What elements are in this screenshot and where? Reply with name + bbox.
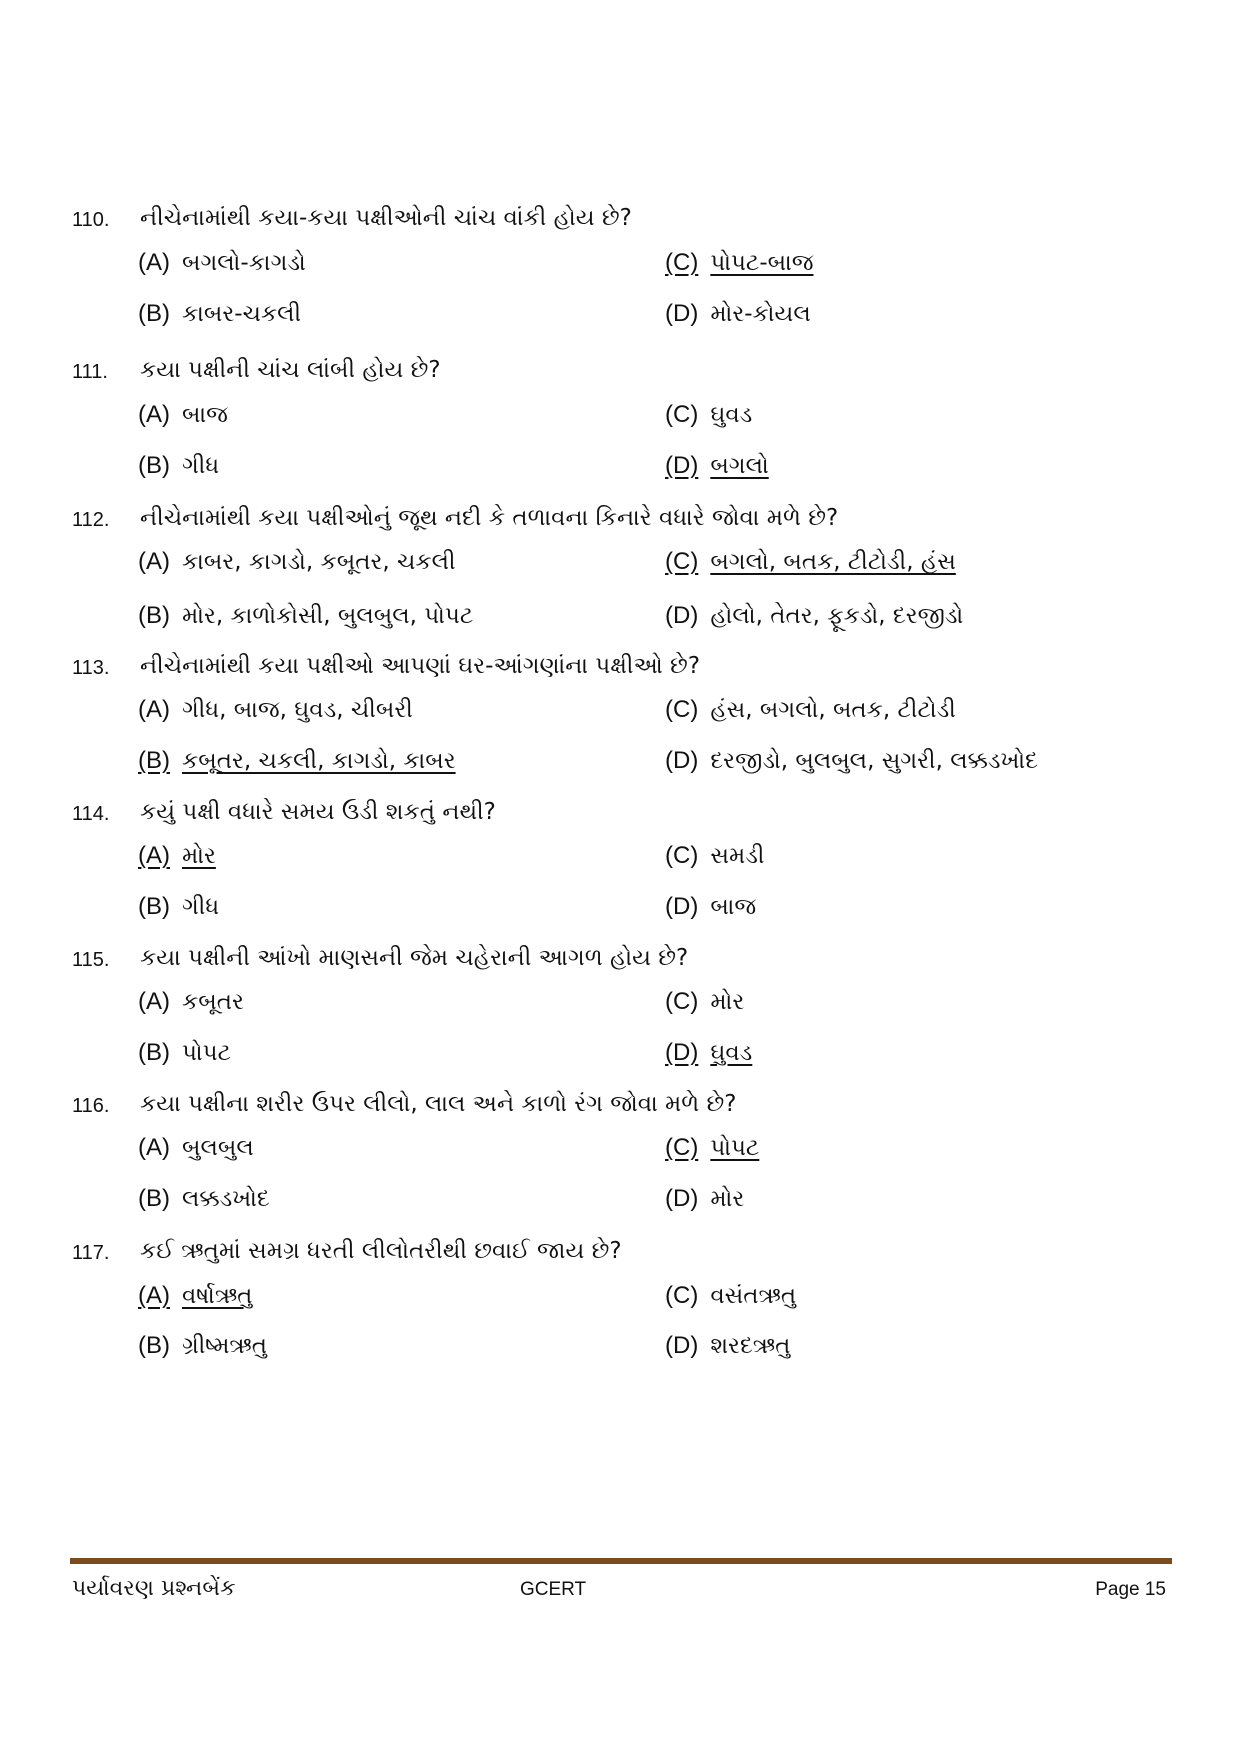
option-a xyxy=(138,1280,252,1312)
option-text: મોર, કાળોકોસી, બુલબુલ, પોપટ xyxy=(182,603,474,629)
question-number: 111. xyxy=(72,361,108,383)
option-b xyxy=(138,1037,231,1069)
option-c xyxy=(665,694,956,726)
option-text: ગીધ xyxy=(182,453,220,479)
option-a xyxy=(138,247,306,279)
option-label: (C) xyxy=(665,1282,699,1309)
option-d xyxy=(665,298,811,330)
option-d xyxy=(665,891,756,923)
option-text: ગીધ xyxy=(182,894,220,920)
option-label: (D) xyxy=(665,1039,699,1066)
option-label: (A) xyxy=(138,1282,170,1309)
footer-subject-title: પર્યાવરણ પ્રશ્નબેંક xyxy=(72,1576,236,1601)
option-text: વર્ષાઋતુ xyxy=(182,1283,253,1309)
option-label: (A) xyxy=(138,401,170,428)
option-label: (D) xyxy=(665,1185,699,1212)
option-c xyxy=(665,840,764,872)
option-text: મોર-કોયલ xyxy=(710,301,811,327)
option-text: વસંતઋતુ xyxy=(710,1283,797,1309)
option-a xyxy=(138,694,413,726)
option-text: બાજ xyxy=(182,402,228,428)
option-text: કબૂતર, ચકલી, કાગડો, કાબર xyxy=(182,748,456,774)
option-a xyxy=(138,840,216,872)
question-text: કયા પક્ષીની આંખો માણસની જેમ ચહેરાની આગળ હોય છે? xyxy=(140,945,689,971)
option-label: (A) xyxy=(138,988,170,1015)
question-text: કયા પક્ષીના શરીર ઉપર લીલો, લાલ અને કાળો રંગ જોવા મળે છે? xyxy=(140,1091,737,1117)
option-label: (C) xyxy=(665,1134,699,1161)
question-text: નીચેનામાંથી કયા-કયા પક્ષીઓની ચાંચ વાંકી હોય છે? xyxy=(140,205,632,231)
option-text: પોપટ-બાજ xyxy=(710,250,814,276)
option-text: ગીધ, બાજ, ઘુવડ, ચીબરી xyxy=(182,697,413,723)
option-label: (B) xyxy=(138,1039,170,1066)
option-text: શરદઋતુ xyxy=(710,1333,791,1359)
option-label: (C) xyxy=(665,988,699,1015)
option-a xyxy=(138,399,228,431)
option-d xyxy=(665,600,963,632)
question-number: 112. xyxy=(72,509,110,531)
option-a xyxy=(138,546,456,578)
option-d xyxy=(665,745,1038,777)
question-text: નીચેનામાંથી કયા પક્ષીઓ આપણાં ઘર-આંગણાંના પક્ષીઓ છે? xyxy=(140,653,701,679)
option-text: સમડી xyxy=(710,843,765,869)
option-c xyxy=(665,986,744,1018)
option-text: બાજ xyxy=(710,894,757,920)
option-c xyxy=(665,247,813,279)
option-text: ઘુવડ xyxy=(710,1040,753,1066)
option-text: કબૂતર xyxy=(182,989,244,1015)
option-text: ઘુવડ xyxy=(710,402,753,428)
option-text: બુલબુલ xyxy=(182,1135,254,1161)
option-label: (D) xyxy=(665,1332,699,1359)
option-text: બગલો xyxy=(710,453,769,479)
option-c xyxy=(665,1132,759,1164)
option-c xyxy=(665,399,752,431)
option-label: (C) xyxy=(665,842,699,869)
option-label: (B) xyxy=(138,300,170,327)
option-label: (C) xyxy=(665,696,699,723)
option-label: (D) xyxy=(665,300,699,327)
option-b xyxy=(138,1183,270,1215)
option-b xyxy=(138,600,473,632)
option-text: લક્કડખોદ xyxy=(182,1186,270,1212)
option-label: (A) xyxy=(138,842,170,869)
option-b xyxy=(138,891,219,923)
question-text: કઈ ઋતુમાં સમગ્ર ધરતી લીલોતરીથી છવાઈ જાય છે? xyxy=(140,1238,622,1264)
option-a xyxy=(138,1132,254,1164)
option-label: (A) xyxy=(138,548,170,575)
option-label: (B) xyxy=(138,452,170,479)
option-d xyxy=(665,450,769,482)
option-label: (B) xyxy=(138,747,170,774)
option-label: (A) xyxy=(138,249,170,276)
question-text: કયા પક્ષીની ચાંચ લાંબી હોય છે? xyxy=(140,357,441,383)
option-d xyxy=(665,1183,744,1215)
option-text: મોર xyxy=(182,843,216,869)
option-label: (C) xyxy=(665,548,699,575)
option-label: (B) xyxy=(138,1185,170,1212)
question-number: 113. xyxy=(72,657,110,679)
option-text: દરજીડો, બુલબુલ, સુગરી, લક્કડખોદ xyxy=(710,748,1038,774)
option-label: (B) xyxy=(138,893,170,920)
question-number: 114. xyxy=(72,803,110,825)
option-label: (B) xyxy=(138,602,170,629)
footer-divider xyxy=(70,1558,1172,1564)
question-text: નીચેનામાંથી કયા પક્ષીઓનું જૂથ નદી કે તળાવના કિનારે વધારે જોવા મળે છે? xyxy=(140,505,839,531)
footer-page-number: Page 15 xyxy=(1095,1579,1166,1600)
option-text: બગલો, બતક, ટીટોડી, હંસ xyxy=(710,549,956,575)
option-label: (C) xyxy=(665,249,699,276)
option-text: પોપટ xyxy=(182,1040,231,1066)
option-text: કાબર-ચકલી xyxy=(182,301,302,327)
option-text: મોર xyxy=(710,989,745,1015)
option-text: પોપટ xyxy=(710,1135,760,1161)
option-d xyxy=(665,1037,752,1069)
option-label: (D) xyxy=(665,602,699,629)
option-b xyxy=(138,450,219,482)
option-label: (D) xyxy=(665,452,699,479)
option-b xyxy=(138,745,456,777)
question-number: 117. xyxy=(72,1242,110,1264)
question-number: 115. xyxy=(72,949,110,971)
option-b xyxy=(138,298,301,330)
question-number: 110. xyxy=(72,209,110,231)
footer-publisher: GCERT xyxy=(520,1579,587,1600)
option-text: હંસ, બગલો, બતક, ટીટોડી xyxy=(710,697,956,723)
option-text: કાબર, કાગડો, કબૂતર, ચકલી xyxy=(182,549,456,575)
question-number: 116. xyxy=(72,1095,110,1117)
option-text: હોલો, તેતર, ફૂકડો, દરજીડો xyxy=(710,603,964,629)
option-label: (A) xyxy=(138,696,170,723)
option-c xyxy=(665,546,956,578)
option-d xyxy=(665,1330,790,1362)
option-label: (D) xyxy=(665,893,699,920)
option-text: બગલો-કાગડો xyxy=(182,250,306,276)
option-label: (C) xyxy=(665,401,699,428)
option-label: (D) xyxy=(665,747,699,774)
option-b xyxy=(138,1330,267,1362)
option-label: (A) xyxy=(138,1134,170,1161)
option-c xyxy=(665,1280,796,1312)
option-label: (B) xyxy=(138,1332,170,1359)
question-text: કયું પક્ષી વધારે સમય ઉડી શકતું નથી? xyxy=(140,799,496,825)
option-text: ગ્રીષ્મઋતુ xyxy=(182,1333,268,1359)
option-text: મોર xyxy=(710,1186,745,1212)
option-a xyxy=(138,986,244,1018)
